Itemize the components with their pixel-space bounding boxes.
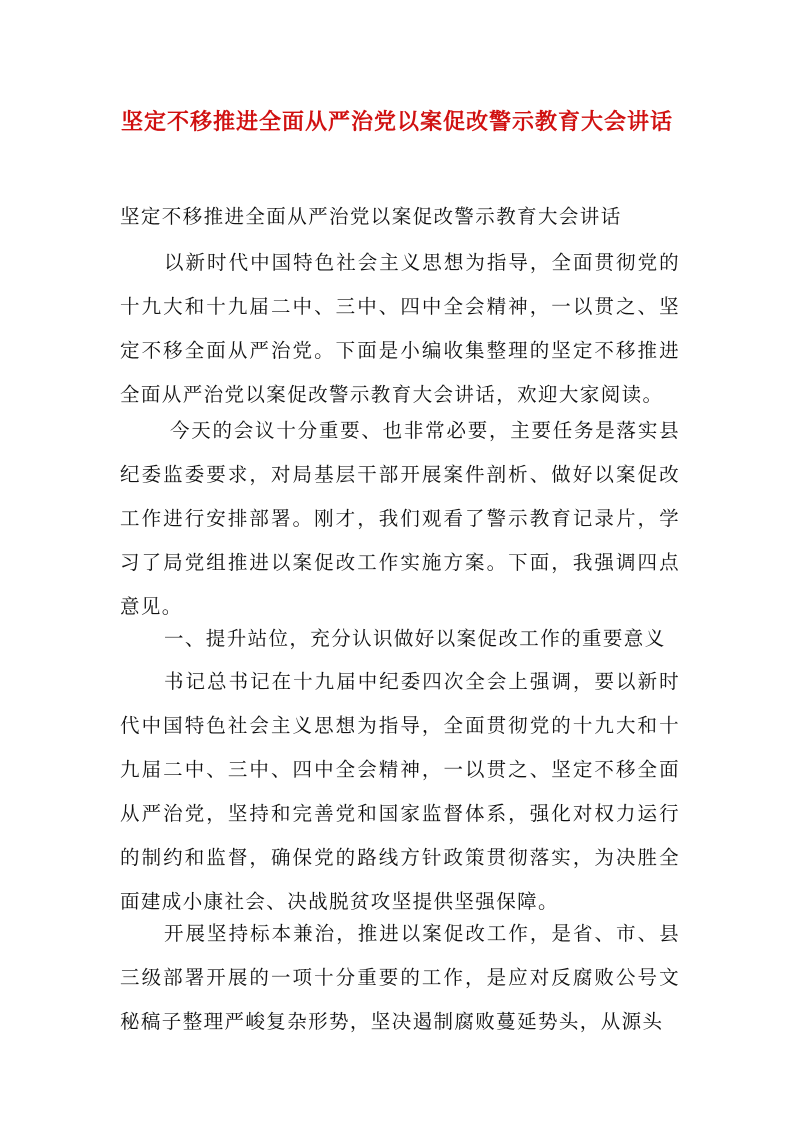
paragraph-intro: 以新时代中国特色社会主义思想为指导，全面贯彻党的十九大和十九届二中、三中、四中全会精神，一以贯之、坚定不移全面从严治党。下面是小编收集整理的坚定不移推进全面从严治党以案促改警示教育大会讲话，欢迎大家阅读。 xyxy=(120,251,680,406)
paragraph-quote: 书记总书记在十九届中纪委四次全会上强调，要以新时代中国特色社会主义思想为指导，全面贯彻党的十九大和十九届二中、三中、四中全会精神，一以贯之、坚定不移全面从严治党，坚持和完善党和国家监督体系，强化对权力运行的制约和监督，确保党的路线方针政策贯彻落实，为决胜全面建成小康社会、决战脱贫攻坚提供坚强保障。 xyxy=(120,670,680,913)
document-subtitle: 坚定不移推进全面从严治党以案促改警示教育大会讲话 xyxy=(120,205,622,228)
section-heading-1: 一、提升站位，充分认识做好以案促改工作的重要意义 xyxy=(164,627,666,650)
paragraph-meeting: 今天的会议十分重要、也非常必要，主要任务是落实县纪委监委要求，对局基层干部开展案件剖析、做好以案促改工作进行安排部署。刚才，我们观看了警示教育记录片，学习了局党组推进以案促改工作实施方案。下面，我强调四点意见。 xyxy=(120,419,680,618)
paragraph-work: 开展坚持标本兼治，推进以案促改工作，是省、市、县三级部署开展的一项十分重要的工作，是应对反腐败公号文秘稿子整理严峻复杂形势，坚决遏制腐败蔓延势头，从源头 xyxy=(120,922,680,1033)
document-title: 坚定不移推进全面从严治党以案促改警示教育大会讲话 xyxy=(120,109,673,135)
